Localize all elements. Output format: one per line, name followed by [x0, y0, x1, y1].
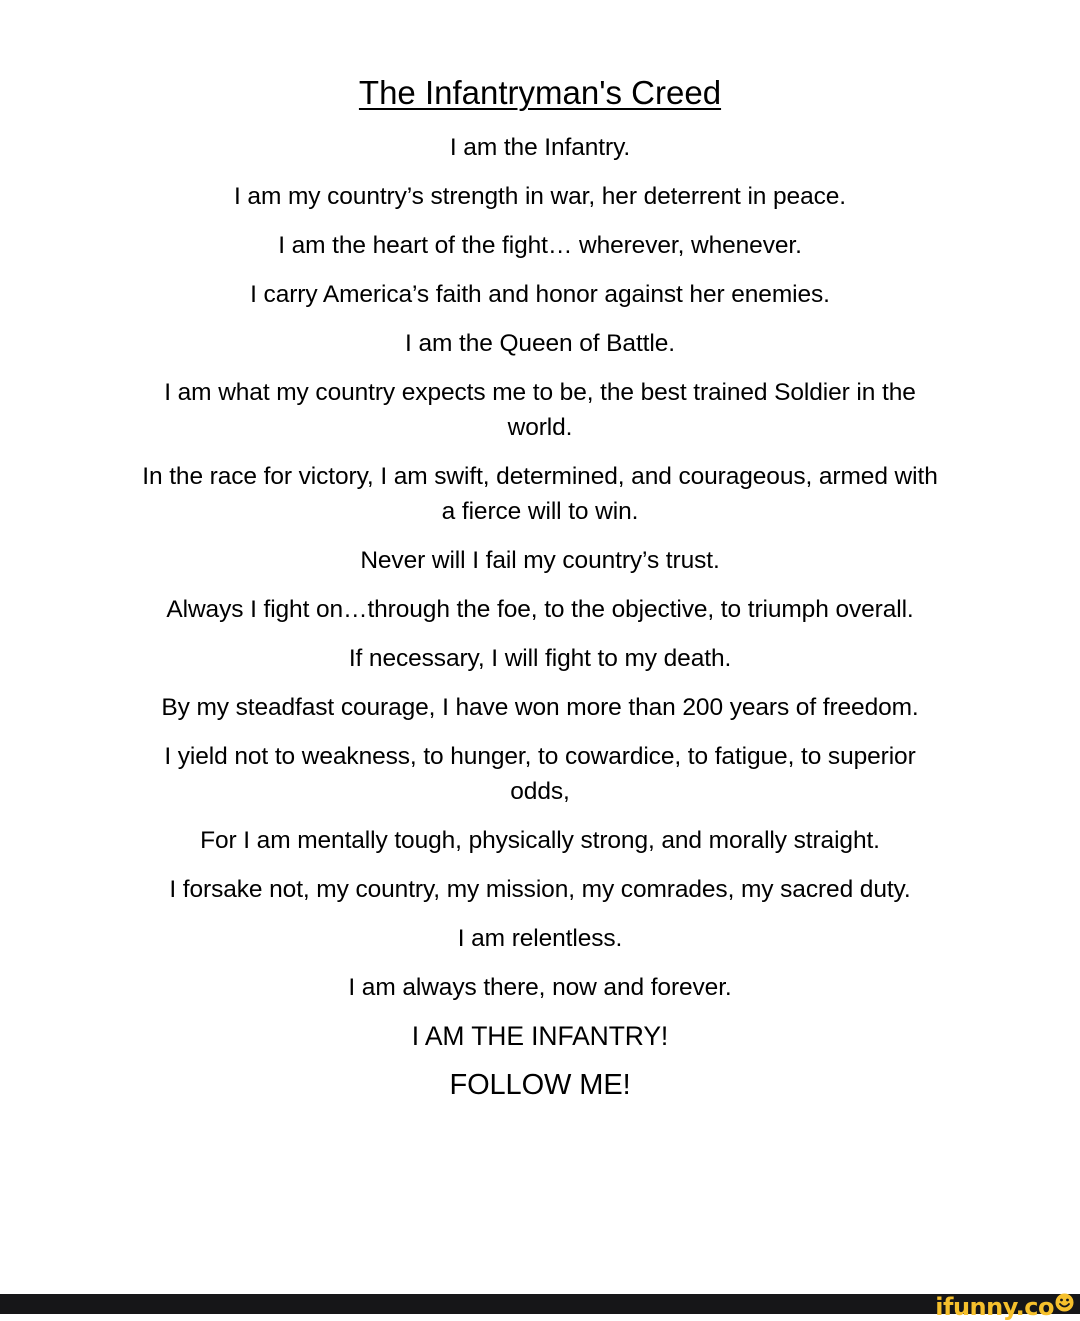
watermark-bar	[0, 1294, 1080, 1314]
creed-line: I yield not to weakness, to hunger, to cowardice, to fatigue, to superior odds,	[164, 743, 916, 805]
creed-line: Never will I fail my country’s trust.	[360, 547, 720, 574]
creed-line: I am relentless.	[457, 925, 623, 952]
creed-line: I am what my country expects me to be, the best trained Soldier in the world.	[164, 379, 916, 441]
creed-line: For I am mentally tough, physically strong, and morally straight.	[200, 827, 880, 854]
creed-line: If necessary, I will fight to my death.	[348, 645, 732, 672]
creed-line: Always I fight on…through the foe, to the objective, to triumph overall.	[166, 596, 914, 623]
creed-line: I carry America’s faith and honor against her enemies.	[250, 281, 830, 308]
creed-line: In the race for victory, I am swift, determined, and courageous, armed with a fierce will to win.	[142, 463, 938, 525]
creed-line: I forsake not, my country, my mission, my comrades, my sacred duty.	[169, 876, 911, 903]
smiley-icon	[1055, 1292, 1074, 1311]
ifunny-watermark	[935, 1287, 1074, 1321]
creed-lines	[140, 130, 940, 1117]
creed-line: I am the heart of the fight… wherever, whenever.	[278, 232, 802, 259]
creed-closing-line: FOLLOW ME!	[449, 1069, 631, 1101]
creed-line: I am the Infantry.	[449, 134, 631, 161]
creed-line: I am always there, now and forever.	[348, 974, 732, 1001]
creed-line: I am my country’s strength in war, her deterrent in peace.	[234, 183, 846, 210]
document-title: The Infantryman's Creed	[358, 74, 722, 111]
watermark-text: ifunny.co	[935, 1293, 1054, 1321]
creed-line: I am the Queen of Battle.	[405, 330, 675, 357]
creed-line-emphasis: I AM THE INFANTRY!	[411, 1021, 669, 1051]
creed-line: By my steadfast courage, I have won more than 200 years of freedom.	[161, 694, 919, 721]
